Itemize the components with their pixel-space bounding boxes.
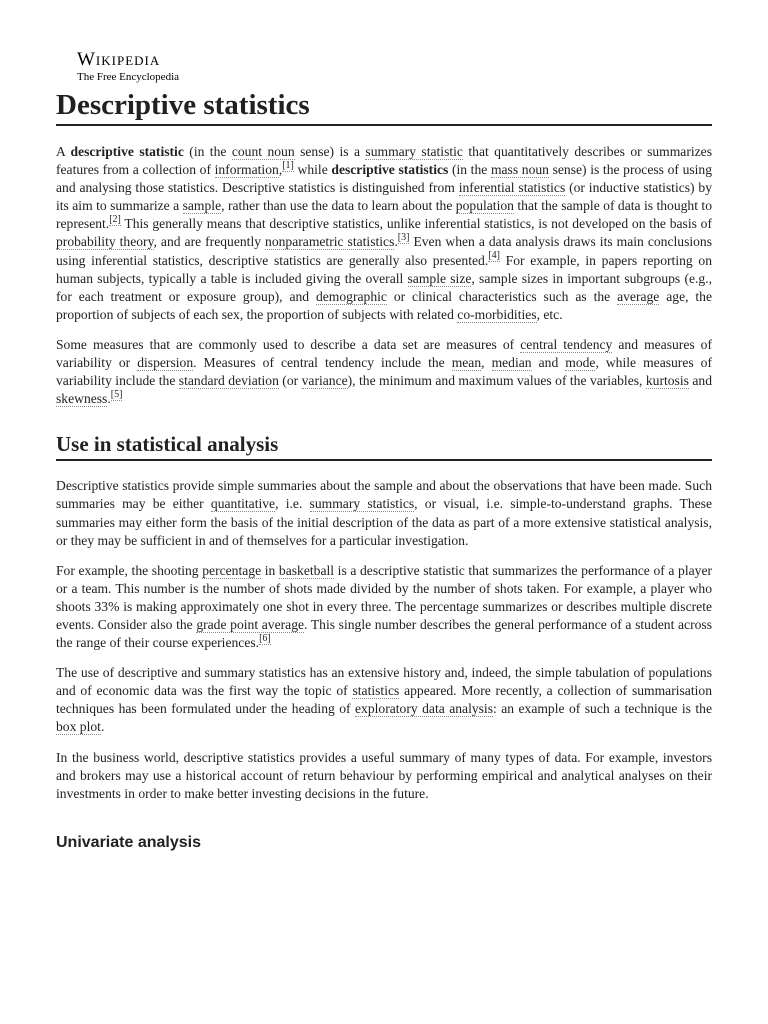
use-paragraph-3: The use of descriptive and summary statistics has an extensive history and, indeed, the simple tabulation of populations and of economic data was the first way the topic of statistics appeared. More recently, a collection of summarisation techniques has been formulated under the heading of exploratory data analysis: an example of such a technique is the box plot. — [56, 665, 712, 735]
citation-1[interactable]: [1] — [282, 159, 294, 171]
link-kurtosis[interactable]: kurtosis — [645, 373, 689, 389]
use-paragraph-4: In the business world, descriptive statistics provides a useful summary of many types of data. For example, investors and brokers may use a historical account of return behaviour by performing empirical and analytical analyses on their investments in order to make better investing decisions in the future. — [56, 749, 712, 801]
citation-2[interactable]: [2] — [109, 213, 121, 225]
link-inferential-statistics[interactable]: inferential statistics — [458, 180, 566, 196]
citation-6[interactable]: [6] — [259, 632, 271, 644]
wikipedia-logo[interactable] — [56, 50, 712, 86]
citation-3[interactable]: [3] — [397, 231, 410, 243]
section-heading-use-in-statistical-analysis: Use in statistical analysis — [56, 431, 712, 461]
link-co-morbidities[interactable]: co-morbidities — [457, 306, 537, 322]
link-summary-statistic[interactable]: summary statistic — [365, 144, 463, 159]
link-population[interactable]: population — [455, 198, 514, 214]
intro-paragraph-2: Some measures that are commonly used to describe a data set are measures of central tendency and measures of variability or dispersion. Measures of central tendency include the mean, median and mode, while measures of variability include the standard deviation (or variance), the minimum and maximum values of the variables, kurtosis and skewness.[5] — [56, 336, 713, 407]
link-information[interactable]: information — [214, 162, 279, 178]
intro-paragraph-1: A descriptive statistic (in the count noun sense) is a summary statistic that quantitatively describes or summarizes features from a collection of information,[1] while descriptive statistics (in the mass noun sense) is the process of using and analysing those statistics. Descriptive statistics is distinguished from inferential statistics (or inductive statistics) by its aim to summarize a sample, rather than use the data to learn about the population that the sample of data is thought to represent.[2] This generally means that descriptive statistics, unlike inferential statistics, is not developed on the basis of probability theory, and are frequently nonparametric statistics.[3] Even when a data analysis draws its main conclusions using inferential statistics, descriptive statistics are generally also presented.[4] For example, in papers reporting on human subjects, typically a table is included giving the overall sample size, sample sizes in important subgroups (e.g., for each treatment or exposure group), and demographic or clinical characteristics such as the average age, the proportion of subjects of each sex, the proportion of subjects with related co-morbidities, etc. — [56, 144, 713, 322]
logo-tagline: The Free Encyclopedia — [77, 71, 180, 83]
link-statistics[interactable]: statistics — [352, 683, 400, 699]
link-grade-point-average[interactable]: grade point average — [196, 616, 305, 632]
use-paragraph-2: For example, the shooting percentage in basketball is a descriptive statistic that summarizes the performance of a player or a team. This number is the number of shots made divided by the number of shots taken. For example, a player who shoots 33% is making approximately one shot in every three. The percentage summarizes or describes multiple discrete events. Consider also the grade point average. This single number describes the general performance of a student across the range of their course experiences.[6] — [56, 562, 713, 651]
link-dispersion[interactable]: dispersion — [137, 355, 194, 371]
link-percentage[interactable]: percentage — [202, 562, 262, 578]
link-skewness[interactable]: skewness — [56, 391, 108, 407]
link-quantitative[interactable]: quantitative — [210, 496, 276, 512]
link-average[interactable]: average — [617, 288, 660, 304]
link-variance[interactable]: variance — [301, 373, 348, 389]
use-paragraph-1: Descriptive statistics provide simple summaries about the sample and about the observations that have been made. Such summaries may be either quantitative, i.e. summary statistics, or visual, i.e. simple-to-understand graphs. These summaries may either form the basis of the initial description of the data as part of a more extensive statistical analysis, or they may be sufficient in and of themselves for a particular investigation. — [56, 478, 713, 548]
link-summary-statistics[interactable]: summary statistics — [309, 496, 415, 512]
citation-4[interactable]: [4] — [488, 250, 500, 262]
link-nonparametric-statistics[interactable]: nonparametric statistics — [265, 234, 395, 250]
link-probability-theory[interactable]: probability theory — [56, 234, 154, 250]
subsection-heading-univariate-analysis: Univariate analysis — [56, 833, 201, 851]
link-exploratory-data-analysis[interactable]: exploratory data analysis — [355, 701, 493, 717]
link-mean[interactable]: mean — [451, 355, 482, 371]
link-box-plot[interactable]: box plot — [56, 719, 101, 735]
logo-wordmark: Wikipedia — [77, 49, 161, 70]
link-mode[interactable]: mode — [565, 355, 596, 371]
citation-5[interactable]: [5] — [110, 388, 123, 400]
link-basketball[interactable]: basketball — [278, 562, 335, 578]
article-page — [56, 50, 712, 853]
link-standard-deviation[interactable]: standard deviation — [178, 373, 279, 389]
link-median[interactable]: median — [491, 355, 532, 371]
link-demographic[interactable]: demographic — [315, 288, 387, 304]
link-sample-size[interactable]: sample size — [407, 270, 472, 286]
link-mass-noun[interactable]: mass noun — [490, 162, 549, 178]
link-sample[interactable]: sample — [182, 198, 222, 214]
link-central-tendency[interactable]: central tendency — [520, 336, 613, 352]
page-title: Descriptive statistics — [56, 88, 712, 126]
link-count-noun[interactable]: count noun — [231, 144, 295, 159]
